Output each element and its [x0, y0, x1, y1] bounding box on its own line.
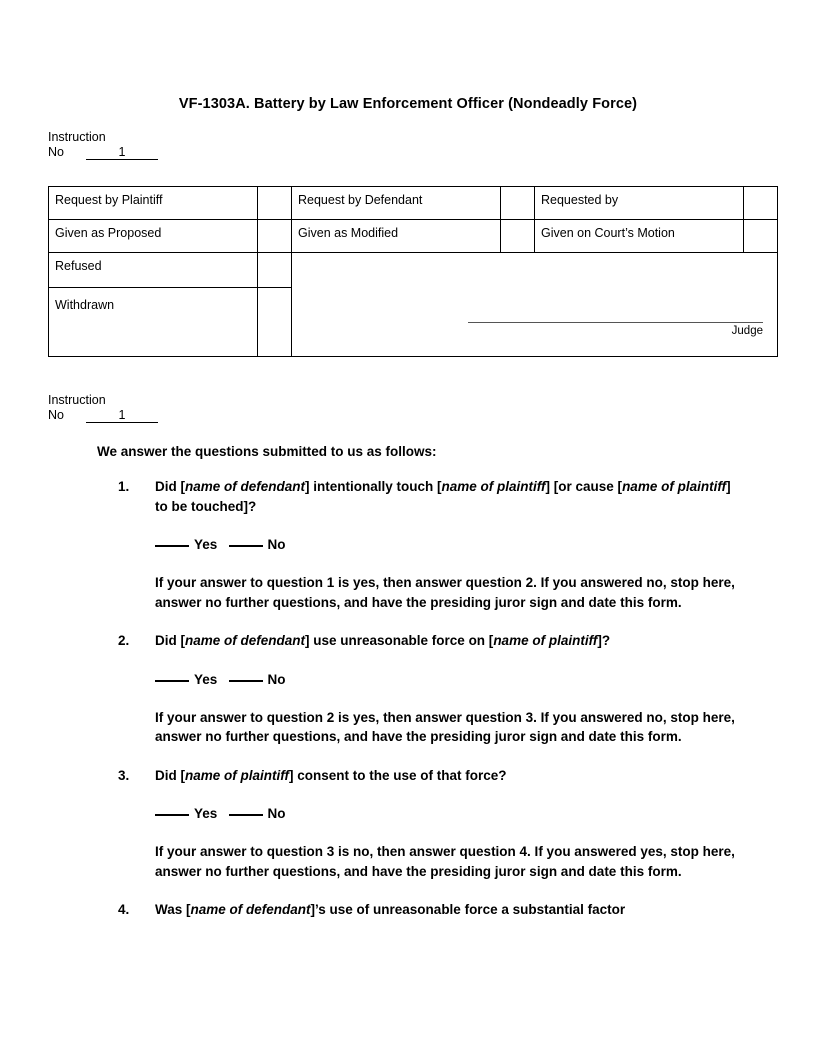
answer-line — [155, 670, 737, 689]
question-text-segment: Did [ — [155, 633, 185, 648]
checkbox-withdrawn[interactable] — [258, 288, 292, 357]
question-text-segment: ] use unreasonable force on [ — [305, 633, 494, 648]
question-number: 2. — [118, 633, 130, 648]
disposition-table — [48, 186, 778, 357]
cell-withdrawn: Withdrawn — [49, 288, 258, 357]
answer-blank-no[interactable] — [229, 814, 263, 816]
cell-request-by-defendant: Request by Defendant — [292, 187, 501, 220]
answer-label-yes: Yes — [194, 537, 218, 552]
answer-blank-yes[interactable] — [155, 680, 189, 682]
answer-label-yes: Yes — [194, 806, 218, 821]
question-number: 1. — [118, 479, 130, 494]
instruction-number-top — [48, 130, 158, 160]
question-text-segment: ] consent to the use of that force? — [289, 767, 507, 783]
answer-blank-no[interactable] — [229, 545, 263, 547]
answer-line — [155, 804, 737, 823]
verdict-form-body — [97, 442, 737, 920]
answer-blank-yes[interactable] — [155, 814, 189, 816]
placeholder-token: name of defendant — [185, 633, 306, 648]
instruction-number-field-middle[interactable]: 1 — [86, 408, 158, 423]
question-spacer — [97, 747, 737, 766]
question-text-segment: Did [ — [155, 767, 185, 783]
instruction-number-middle — [48, 393, 158, 423]
cell-given-on-courts-motion: Given on Court’s Motion — [535, 220, 744, 253]
question-text-segment: ] intentionally touch [ — [305, 479, 442, 494]
question-text — [155, 631, 737, 651]
placeholder-token: name of defendant — [185, 479, 306, 494]
instruction-number-row-middle — [48, 408, 158, 423]
instruction-number-field-top[interactable]: 1 — [86, 145, 158, 160]
question-spacer — [97, 612, 737, 631]
question-spacer — [97, 881, 737, 900]
question-item — [97, 766, 737, 882]
branching-instruction: If your answer to question 3 is no, then answer question 4. If you answered yes, stop here, answer no further questions, and have the presiding juror sign and date this form. — [155, 844, 735, 879]
checkbox-request-by-defendant[interactable] — [501, 187, 535, 220]
judge-signature-cell — [292, 253, 778, 357]
placeholder-token: name of plaintiff — [622, 479, 727, 494]
judge-signature-block — [468, 321, 763, 338]
placeholder-token: name of defendant — [190, 902, 311, 917]
cell-refused: Refused — [49, 253, 258, 288]
question-text-segment: ] to be touched]? — [155, 479, 731, 514]
question-item — [97, 900, 737, 920]
question-text-segment: Did [ — [155, 479, 185, 494]
checkbox-requested-by[interactable] — [744, 187, 778, 220]
cell-requested-by: Requested by — [535, 187, 744, 220]
table-row — [49, 220, 778, 253]
placeholder-token: name of plaintiff — [185, 767, 290, 783]
table-row — [49, 187, 778, 220]
instruction-no-label-middle: No — [48, 408, 64, 422]
answer-line — [155, 535, 737, 554]
verdict-heading: We answer the questions submitted to us as follows: — [97, 444, 437, 459]
instruction-label-middle: Instruction — [48, 393, 106, 407]
judge-caption: Judge — [731, 325, 763, 337]
instruction-no-label-top: No — [48, 145, 64, 159]
instruction-label-top: Instruction — [48, 130, 106, 144]
answer-label-no: No — [267, 537, 286, 552]
checkbox-request-by-plaintiff[interactable] — [258, 187, 292, 220]
cell-given-as-modified: Given as Modified — [292, 220, 501, 253]
question-text-segment: Was [ — [155, 902, 191, 917]
question-text — [155, 900, 737, 920]
placeholder-token: name of plaintiff — [441, 479, 546, 494]
table-row — [49, 253, 778, 288]
question-item — [97, 477, 737, 612]
questions-list — [97, 477, 737, 920]
question-text — [155, 766, 737, 786]
answer-label-no: No — [267, 806, 286, 821]
question-text — [155, 477, 737, 516]
page-title: VF-1303A. Battery by Law Enforcement Officer (Nondeadly Force) — [178, 96, 638, 112]
question-number: 3. — [118, 767, 130, 783]
checkbox-given-as-modified[interactable] — [501, 220, 535, 253]
instruction-number-row-top — [48, 145, 158, 160]
placeholder-token: name of plaintiff — [493, 633, 598, 648]
cell-request-by-plaintiff: Request by Plaintiff — [49, 187, 258, 220]
question-text-segment: ]? — [597, 633, 611, 648]
answer-blank-no[interactable] — [229, 680, 263, 682]
checkbox-given-as-proposed[interactable] — [258, 220, 292, 253]
cell-given-as-proposed: Given as Proposed — [49, 220, 258, 253]
answer-label-yes: Yes — [194, 671, 218, 687]
branching-instruction: If your answer to question 1 is yes, then answer question 2. If you answered no, stop here, answer no further questions, and have the presiding juror sign and date this form. — [155, 575, 735, 610]
question-text-segment: ]’s use of unreasonable force a substantial factor — [310, 902, 626, 917]
question-item — [97, 631, 737, 747]
branching-instruction: If your answer to question 2 is yes, then answer question 3. If you answered no, stop here, answer no further questions, and have the presiding juror sign and date this form. — [155, 709, 735, 744]
question-number: 4. — [118, 902, 130, 917]
answer-label-no: No — [267, 671, 286, 687]
checkbox-given-on-courts-motion[interactable] — [744, 220, 778, 253]
answer-blank-yes[interactable] — [155, 545, 189, 547]
checkbox-refused[interactable] — [258, 253, 292, 288]
question-text-segment: ] [or cause [ — [545, 479, 623, 494]
